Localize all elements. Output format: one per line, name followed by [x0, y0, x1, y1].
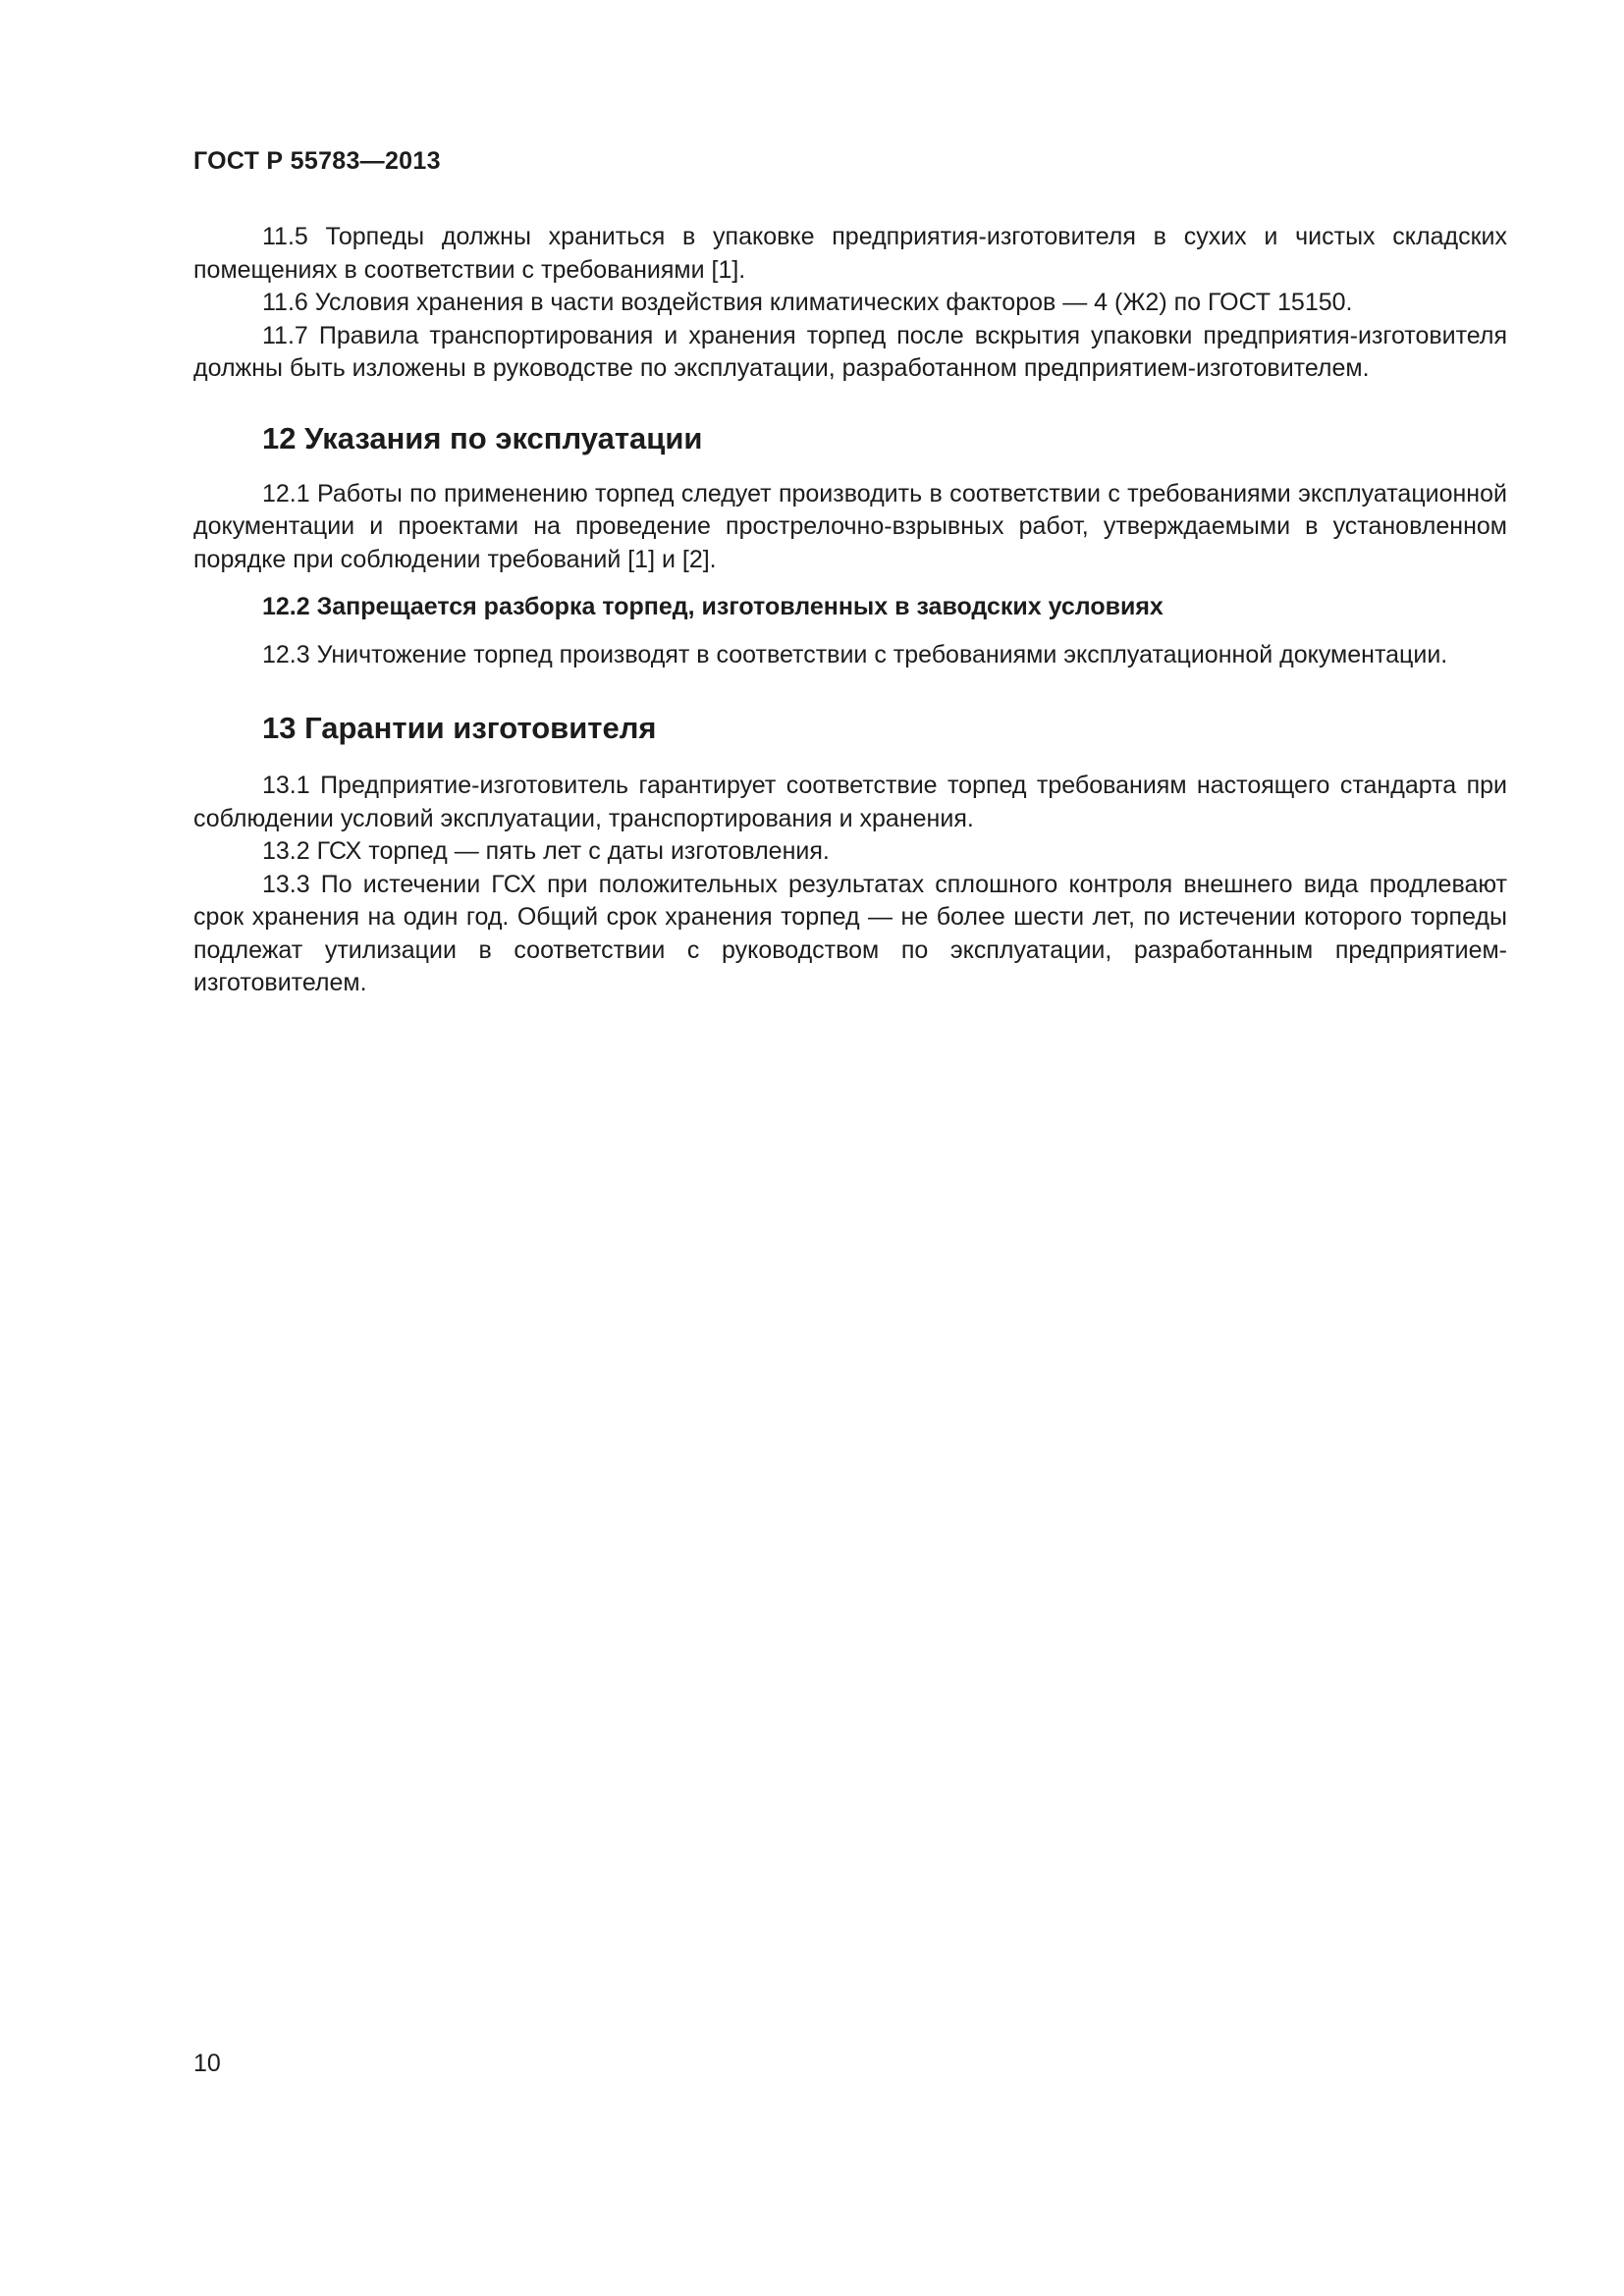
page-number: 10 [193, 2050, 221, 2077]
clause-11-6: 11.6 Условия хранения в части воздействия климатических факторов — 4 (Ж2) по ГОСТ 15150. [262, 289, 1353, 316]
clause-12-1: 12.1 Работы по применению торпед следует производить в соответствии с требованиями эксплуатационной документации и проектами на проведение прострелочно-взрывных работ, утверждаемыми в установленном порядке при соблюдении требований [1] и [2]. [193, 479, 1507, 573]
spacer [193, 576, 1507, 591]
clause-11-5: 11.5 Торпеды должны храниться в упаковке предприятия-изготовителя в сухих и чистых складских помещениях в соответствии с требованиями [1]. [193, 223, 1507, 284]
document-body [193, 221, 1507, 1000]
clause-13-3: 13.3 По истечении ГСХ при положительных результатах сплошного контроля внешнего вида продлевают срок хранения на один год. Общий срок хранения торпед — не более шести лет, по истечении которого торпеды подлежат утилизации в соответствии с руководством по эксплуатации, разработанным предприятием-изготовителем. [193, 870, 1507, 996]
clause-13-1: 13.1 Предприятие-изготовитель гарантирует соответствие торпед требованиям настоящего стандарта при соблюдении условий эксплуатации, транспортирования и хранения. [193, 772, 1507, 832]
clause-12-3: 12.3 Уничтожение торпед производят в соответствии с требованиями эксплуатационной документации. [262, 640, 1448, 668]
clause-13-2: 13.2 ГСХ торпед — пять лет с даты изготовления. [262, 837, 830, 865]
spacer [193, 624, 1507, 639]
clause-11-7: 11.7 Правила транспортирования и хранения торпед после вскрытия упаковки предприятия-изготовителя должны быть изложены в руководстве по эксплуатации, разработанном предприятием-изготовителем. [193, 321, 1507, 382]
section-12-title: 12 Указания по эксплуатации [262, 420, 703, 455]
document-code-header: ГОСТ Р 55783—2013 [193, 147, 441, 175]
clause-12-2: 12.2 Запрещается разборка торпед, изготовленных в заводских условиях [262, 593, 1164, 620]
section-13-title: 13 Гарантии изготовителя [262, 711, 657, 745]
